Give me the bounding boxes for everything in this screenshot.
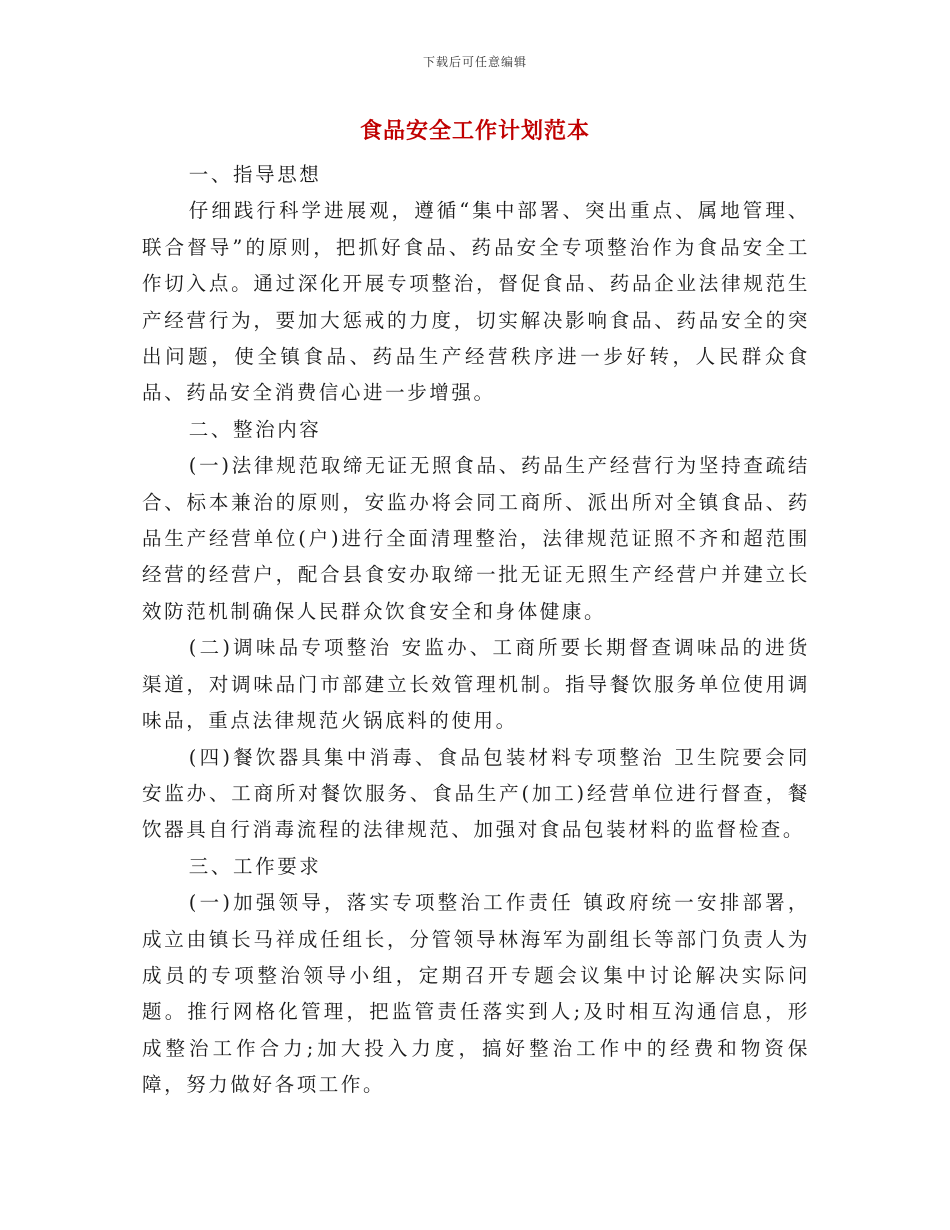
section-heading-work-requirements: 三、工作要求: [188, 854, 322, 878]
paragraph-rectification-item-2: (二)调味品专项整治 安监办、工商所要长期督查调味品的进货渠道，对调味品门市部建立长效管理机制。指导餐饮服务单位使用调味品，重点法律规范火锅底料的使用。: [142, 636, 810, 733]
header-note: 下载后可任意编辑: [422, 55, 527, 69]
document-body: [142, 157, 810, 1104]
document-title: 食品安全工作计划范本: [359, 118, 590, 144]
section-heading-rectification-content: 二、整治内容: [188, 417, 322, 441]
paragraph-guiding-ideology: 仔细践行科学进展观，遵循“集中部署、突出重点、属地管理、联合督导”的原则，把抓好食品、药品安全专项整治作为食品安全工作切入点。通过深化开展专项整治，督促食品、药品企业法律规范生产经营行为，要加大惩戒的力度，切实解决影响食品、药品安全的突出问题，使全镇食品、药品生产经营秩序进一步好转，人民群众食品、药品安全消费信心进一步增强。: [142, 199, 810, 405]
paragraph-rectification-item-1: (一)法律规范取缔无证无照食品、药品生产经营行为坚持查疏结合、标本兼治的原则，安监办将会同工商所、派出所对全镇食品、药品生产经营单位(户)进行全面清理整治，法律规范证照不齐和超范围经营的经营户，配合县食安办取缔一批无证无照生产经营户并建立长效防范机制确保人民群众饮食安全和身体健康。: [142, 454, 810, 623]
section-heading-guiding-ideology: 一、指导思想: [188, 163, 322, 186]
paragraph-requirement-item-1: (一)加强领导，落实专项整治工作责任 镇政府统一安排部署，成立由镇长马祥成任组长，分管领导林海军为副组长等部门负责人为成员的专项整治领导小组，定期召开专题会议集中讨论解决实际问题。推行网格化管理，把监管责任落实到人;及时相互沟通信息，形成整治工作合力;加大投入力度，搞好整治工作中的经费和物资保障，努力做好各项工作。: [142, 891, 810, 1097]
paragraph-rectification-item-4: (四)餐饮器具集中消毒、食品包装材料专项整治 卫生院要会同安监办、工商所对餐饮服务、食品生产(加工)经营单位进行督查，餐饮器具自行消毒流程的法律规范、加强对食品包装材料的监督检查。: [142, 745, 810, 842]
